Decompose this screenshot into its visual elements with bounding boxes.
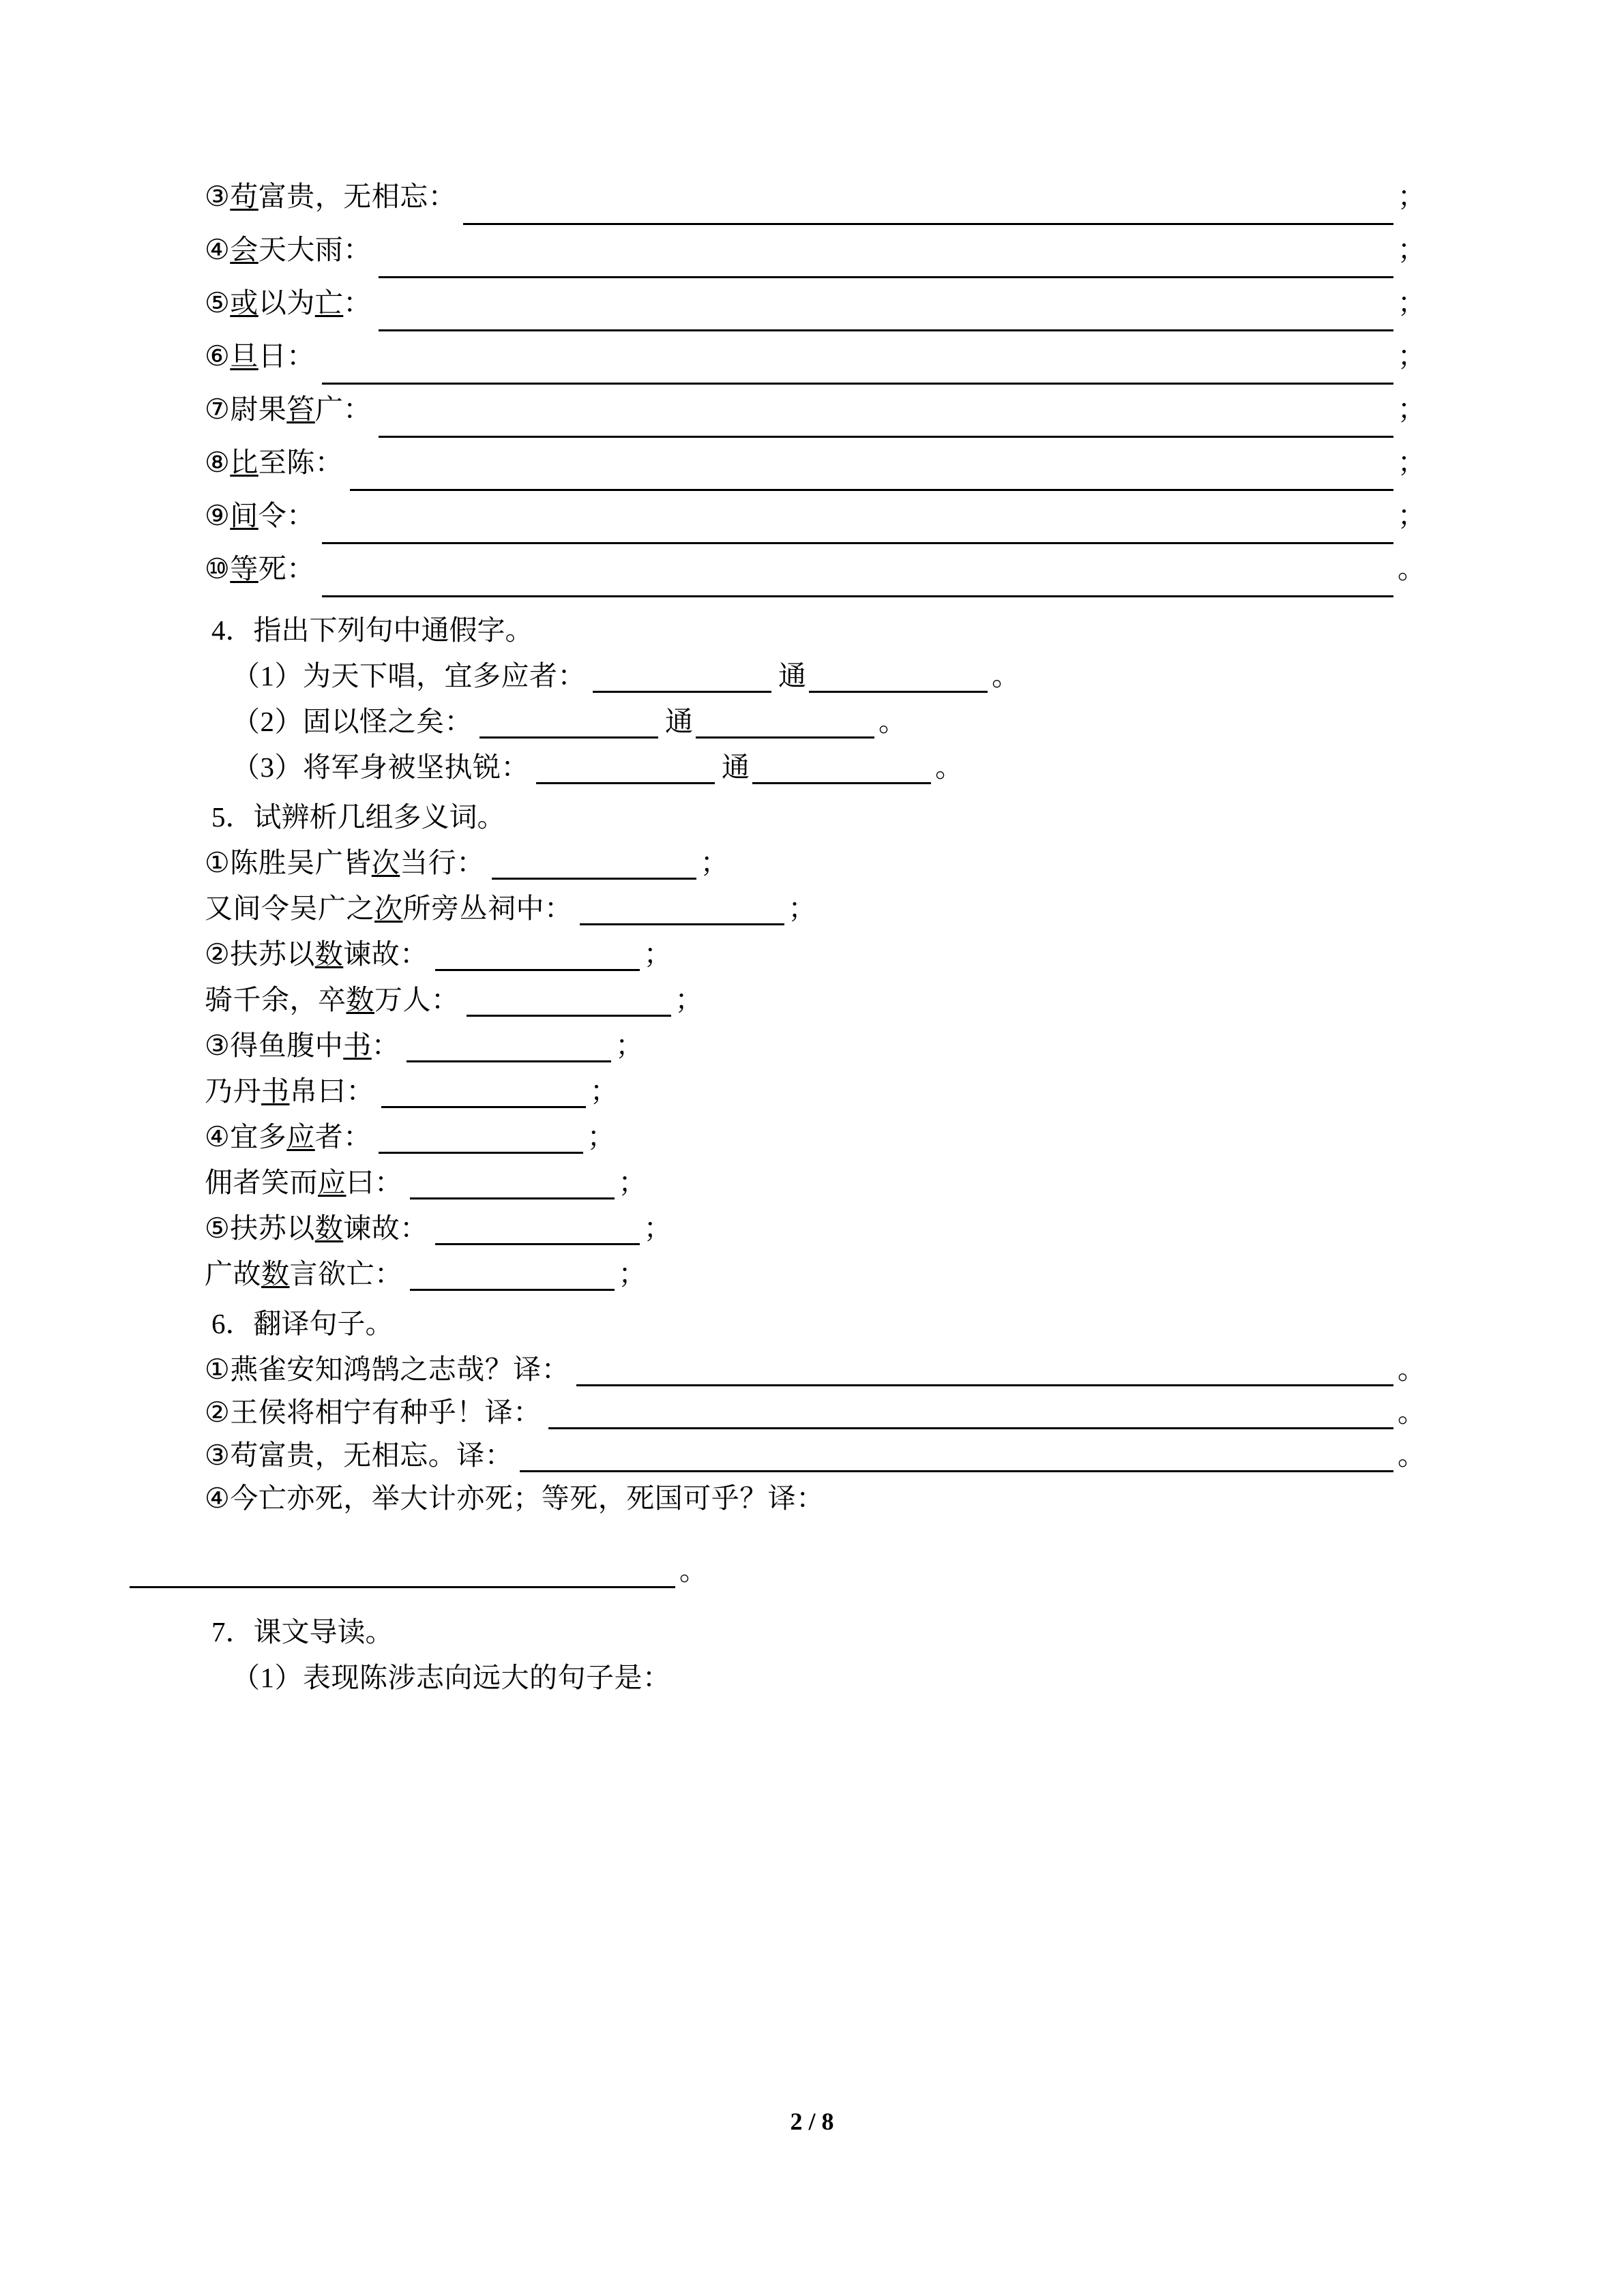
section-6-item-2-text: 王侯将相宁有种乎！译：	[230, 1397, 542, 1428]
explain-item-7-number: ⑦	[205, 393, 231, 425]
explain-item-5-mid: 以为	[258, 287, 315, 318]
explain-item-9-blank[interactable]	[322, 513, 1393, 544]
page-number: 2 / 8	[790, 2108, 834, 2135]
explain-item-5-keyword-2: 亡	[314, 287, 344, 318]
section-5-item-1b-post: 所旁丛祠中：	[402, 893, 573, 924]
explain-item-9	[205, 502, 1426, 544]
section-5-item-5-number: ⑤	[205, 1212, 231, 1244]
explain-item-3	[205, 183, 1426, 225]
section-4-item-1-number: （1）	[232, 660, 303, 691]
section-6-item-3-punct: 。	[1398, 1440, 1426, 1471]
section-5-item-3-blank[interactable]	[407, 1032, 611, 1062]
section-4-item-1-tong: 通	[778, 660, 806, 691]
section-5-item-2-number: ②	[205, 938, 231, 970]
section-7-item-1	[205, 1664, 1426, 1692]
explain-item-8-punct: ；	[1398, 447, 1426, 478]
explain-item-8-keyword: 比	[230, 447, 259, 478]
explain-item-5-text: ：	[343, 287, 372, 318]
section-5-item-1b-keyword: 次	[374, 893, 403, 924]
section-5-item-5-post: 谏故：	[343, 1212, 428, 1244]
section-5-item-3b-keyword: 书	[261, 1075, 290, 1107]
section-5-item-1b	[205, 895, 1426, 925]
page-content	[205, 183, 1426, 1692]
section-4-item-1	[205, 662, 1426, 693]
section-6-item-3-blank[interactable]	[520, 1442, 1393, 1472]
explain-item-6-keyword: 旦	[230, 340, 259, 372]
section-5-item-3-post: ：	[371, 1030, 400, 1061]
explain-item-10-number: ⑩	[205, 553, 231, 584]
section-5-item-3b-post: 帛曰：	[289, 1075, 374, 1107]
section-5-item-5b-pre: 广故	[205, 1258, 261, 1289]
explain-item-9-text: 令：	[258, 500, 315, 531]
explain-item-7	[205, 393, 1426, 438]
explain-item-6-number: ⑥	[205, 340, 231, 372]
explain-item-6-text: 日：	[258, 340, 315, 372]
section-6-item-4-blank[interactable]	[130, 1557, 675, 1588]
explain-item-3-blank[interactable]	[463, 194, 1393, 225]
section-4-item-3-blank-b[interactable]	[752, 754, 931, 784]
section-6-item-4	[205, 1482, 1426, 1514]
section-5-item-1b-blank[interactable]	[580, 895, 784, 925]
section-5-item-1b-punct: ；	[788, 893, 816, 924]
section-4-heading: 4．指出下列句中通假字。	[211, 614, 533, 646]
explain-item-3-punct: ；	[1398, 181, 1426, 212]
section-4-item-1-punct: 。	[992, 660, 1020, 691]
section-5-item-2b-keyword: 数	[346, 984, 374, 1015]
section-6-item-4-text: 今亡亦死，举大计亦死；等死，死国可乎？译：	[230, 1482, 825, 1514]
section-5-item-5-blank[interactable]	[435, 1214, 640, 1245]
section-6-item-2-blank[interactable]	[548, 1399, 1393, 1429]
section-4-item-3-number: （3）	[232, 751, 303, 783]
section-5-item-2b-punct: ；	[675, 984, 703, 1015]
explain-item-7-punct: ；	[1398, 393, 1426, 425]
section-4-item-2-punct: 。	[879, 706, 906, 737]
explain-item-8-blank[interactable]	[350, 460, 1393, 491]
section-5-item-5b-post: 言欲亡：	[289, 1258, 403, 1289]
section-5-item-1-blank[interactable]	[492, 849, 696, 880]
section-5-item-4-number: ④	[205, 1121, 231, 1152]
section-4-item-2-tong: 通	[665, 706, 693, 737]
explain-item-7-text: 广：	[314, 393, 372, 425]
explain-item-7-pre: 尉果	[230, 393, 287, 425]
section-5-item-2-pre: 扶苏以	[230, 938, 315, 970]
section-5-item-3-keyword: 书	[343, 1030, 372, 1061]
section-5-item-4	[205, 1123, 1426, 1154]
section-6-item-3-number: ③	[205, 1440, 231, 1471]
section-6-item-1-blank[interactable]	[576, 1356, 1393, 1386]
section-5-item-4-punct: ；	[587, 1121, 615, 1152]
section-5-item-2-post: 谏故：	[343, 938, 428, 970]
explain-item-10	[205, 555, 1426, 597]
section-5-item-2b-post: 万人：	[374, 984, 460, 1015]
explain-item-8-text: 至陈：	[258, 447, 344, 478]
explain-item-6	[205, 342, 1426, 385]
section-6-item-1-number: ①	[205, 1354, 231, 1385]
section-5-item-5-keyword: 数	[314, 1212, 344, 1244]
section-5-item-4-keyword: 应	[286, 1121, 315, 1152]
section-5-item-1	[205, 849, 1426, 880]
section-5-item-3b-blank[interactable]	[381, 1077, 586, 1108]
explain-item-8-number: ⑧	[205, 447, 231, 478]
section-6-item-4-number: ④	[205, 1482, 231, 1514]
explain-item-10-blank[interactable]	[322, 567, 1393, 597]
section-5-item-1-punct: ；	[700, 847, 728, 878]
section-6-item-3	[205, 1442, 1426, 1472]
section-5-item-2	[205, 940, 1426, 971]
section-5-item-1-pre: 陈胜吴广皆	[230, 847, 372, 878]
section-5-item-1b-pre: 又间令吴广之	[205, 893, 374, 924]
section-6-item-3-text: 苟富贵，无相忘。译：	[230, 1440, 514, 1471]
section-5-item-1-post: 当行：	[400, 847, 485, 878]
explain-item-5	[205, 289, 1426, 331]
explain-item-5-number: ⑤	[205, 287, 231, 318]
section-5-item-5	[205, 1214, 1426, 1245]
section-6-item-2	[205, 1399, 1426, 1429]
section-5-item-5-punct: ；	[643, 1212, 672, 1244]
section-5-heading: 5．试辨析几组多义词。	[211, 801, 505, 833]
section-4-item-2	[205, 708, 1426, 739]
section-5-item-4b-punct: ；	[618, 1167, 647, 1198]
section-5-item-3b	[205, 1077, 1426, 1108]
explain-item-10-text: 死：	[258, 553, 315, 584]
explain-item-8	[205, 449, 1426, 491]
section-5-item-5b-blank[interactable]	[410, 1260, 615, 1291]
explain-item-5-punct: ；	[1398, 287, 1426, 318]
explain-item-5-keyword-1: 或	[230, 287, 259, 318]
explain-item-4-keyword: 会	[230, 234, 259, 265]
explain-item-5-blank[interactable]	[379, 301, 1393, 331]
section-4-item-3	[205, 751, 1426, 784]
section-5-item-4-post: 者：	[314, 1121, 372, 1152]
section-6-item-2-punct: 。	[1398, 1397, 1426, 1428]
explain-item-6-blank[interactable]	[322, 354, 1393, 385]
section-4-item-3-tong: 通	[722, 751, 750, 783]
section-5-item-2-punct: ；	[643, 938, 672, 970]
explain-item-10-punct: 。	[1398, 553, 1426, 584]
section-6-item-4-wrap	[130, 1548, 1426, 1588]
section-5-item-1-number: ①	[205, 847, 231, 878]
section-4-item-3-punct: 。	[935, 751, 963, 783]
section-6-item-4-punct: 。	[679, 1555, 707, 1586]
section-5-item-3-punct: ；	[615, 1030, 644, 1061]
explain-item-9-number: ⑨	[205, 500, 231, 531]
section-5-item-2b-blank[interactable]	[467, 986, 671, 1017]
section-5-item-3b-pre: 乃丹	[205, 1075, 261, 1107]
explain-item-7-keyword: 笞	[286, 393, 315, 425]
section-6-item-1-punct: 。	[1398, 1354, 1426, 1385]
section-7-item-1-text: 表现陈涉志向远大的句子是：	[303, 1662, 671, 1693]
section-5-item-5-pre: 扶苏以	[230, 1212, 315, 1244]
section-5-item-4-pre: 宜多	[230, 1121, 287, 1152]
section-5-item-4b-post: 曰：	[346, 1167, 403, 1198]
section-4-item-1-text: 为天下唱，宜多应者：	[303, 660, 586, 691]
section-5-item-3b-punct: ；	[590, 1075, 618, 1107]
section-5-item-2-blank[interactable]	[435, 940, 640, 971]
section-5-item-4b-pre: 佣者笑而	[205, 1167, 318, 1198]
section-5-item-4b-keyword: 应	[318, 1167, 346, 1198]
explain-item-4-blank[interactable]	[379, 248, 1393, 278]
explain-item-9-keyword: 间	[230, 500, 259, 531]
section-6-item-2-number: ②	[205, 1397, 231, 1428]
explain-item-4-number: ④	[205, 234, 231, 265]
explain-item-3-keyword: 苟	[230, 181, 259, 212]
section-5-item-4-blank[interactable]	[379, 1123, 583, 1154]
section-4-item-2-number: （2）	[232, 706, 303, 737]
explain-item-6-punct: ；	[1398, 340, 1426, 372]
section-5-item-2b-pre: 骑千余，卒	[205, 984, 346, 1015]
explain-item-4-text: 天大雨：	[258, 234, 372, 265]
section-5-item-5b-punct: ；	[618, 1258, 647, 1289]
explain-item-3-text: 富贵，无相忘：	[258, 181, 457, 212]
section-5-item-3	[205, 1032, 1426, 1062]
explain-item-4-punct: ；	[1398, 234, 1426, 265]
section-5-item-4b	[205, 1169, 1426, 1199]
section-4-item-2-text: 固以怪之矣：	[303, 706, 473, 737]
section-4-item-1-blank-a[interactable]	[593, 662, 771, 693]
section-7-item-1-number: （1）	[232, 1662, 303, 1693]
explain-item-9-punct: ；	[1398, 500, 1426, 531]
section-4-item-3-blank-a[interactable]	[536, 754, 715, 784]
explain-item-7-blank[interactable]	[379, 407, 1393, 438]
section-5-item-3-pre: 得鱼腹中	[230, 1030, 344, 1061]
explain-item-4	[205, 236, 1426, 278]
section-4-item-3-text: 将军身被坚执锐：	[303, 751, 529, 783]
explain-item-3-number: ③	[205, 181, 231, 212]
explain-item-10-keyword: 等	[230, 553, 259, 584]
section-5-item-1-keyword: 次	[371, 847, 400, 878]
section-5-item-3-number: ③	[205, 1030, 231, 1061]
section-4-item-2-blank-b[interactable]	[696, 708, 874, 739]
section-5-item-5b-keyword: 数	[261, 1258, 290, 1289]
section-4-item-2-blank-a[interactable]	[479, 708, 658, 739]
section-5-item-2-keyword: 数	[314, 938, 344, 970]
section-6-item-1-text: 燕雀安知鸿鹄之志哉？译：	[230, 1354, 570, 1385]
section-4-item-1-blank-b[interactable]	[809, 662, 988, 693]
section-5-item-5b	[205, 1260, 1426, 1291]
section-7-heading: 7．课文导读。	[211, 1616, 394, 1648]
section-5-item-4b-blank[interactable]	[410, 1169, 615, 1199]
explain-items-group	[205, 183, 1426, 597]
section-6-item-1	[205, 1356, 1426, 1386]
section-5-item-2b	[205, 986, 1426, 1017]
section-6-heading: 6．翻译句子。	[211, 1308, 394, 1339]
